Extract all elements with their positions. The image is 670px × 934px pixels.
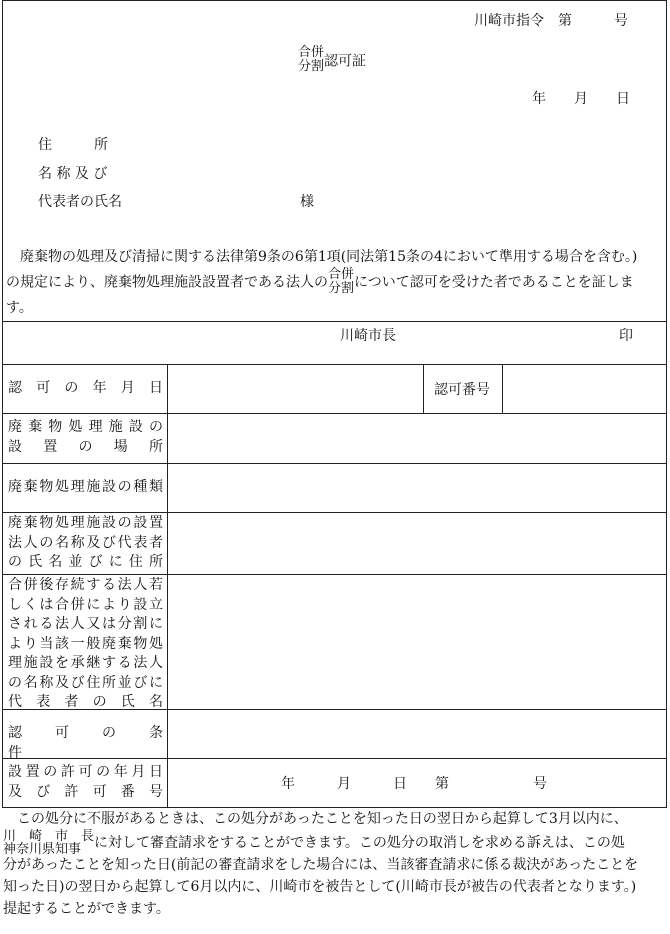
- title-suffix: 認可証: [324, 53, 367, 70]
- label-column-divider: [167, 364, 168, 808]
- appeal-notice: [3, 808, 667, 920]
- table-row-line: [2, 512, 667, 513]
- representative-label: 代表者の氏名: [38, 194, 122, 210]
- name-label: 名 称 及 び: [38, 166, 108, 182]
- notice-line-1: この処分に不服があるときは、この処分があったことを知った日の翌日から起算して3月以内に、: [3, 811, 628, 827]
- installer-label: 廃棄物処理施設の設置 法人の名称及び代表者 の 氏 名 並 び に 住 所: [8, 515, 163, 570]
- certification-line-3: す。: [6, 299, 33, 316]
- cell-divider: [423, 364, 424, 413]
- issue-date: 年 月 日: [532, 91, 630, 107]
- certification-line-2: の規定により、廃棄物処理施設設置者である法人の 合併 分割 について認可を受けた者であることを証しま: [6, 267, 634, 297]
- divider: [2, 321, 667, 322]
- issuer-name: 川崎市長: [340, 328, 396, 344]
- seal-mark: 印: [619, 328, 633, 344]
- title-option-split: 分割: [298, 59, 325, 75]
- title-option-merger: 合併: [298, 45, 325, 60]
- notice-line-5: 提起することができます。: [3, 901, 170, 917]
- table-row-line: [2, 463, 667, 464]
- permit-value: 年 月 日 第 号: [281, 776, 547, 792]
- notice-line-4: 知った日)の翌日から起算して6月以内に、川崎市を被告として(川崎市長が被告の代表者となります。): [3, 879, 637, 895]
- facility-type-label: 廃棄物処理施設の種類: [8, 479, 163, 495]
- table-row-line: [2, 413, 667, 414]
- approval-number-label: 認可番号: [434, 382, 490, 398]
- certificate-title: [298, 46, 366, 75]
- table-row-line: [2, 574, 667, 575]
- address-label: 住 所: [38, 137, 108, 153]
- notice-authority-prefecture: 神奈川県知事: [3, 842, 82, 857]
- permit-label: 設置の許可の年月日 及 び 許 可 番 号: [8, 764, 163, 800]
- notice-line-3: 分があったことを知った日(前記の審査請求をした場合には、当該審査請求に係る裁決があったことを: [3, 857, 639, 873]
- notice-line-2: 川 崎 市 長 神奈川県知事 に対して審査請求をすることができます。この処分の取消しを求める訴えは、この処: [3, 829, 625, 857]
- designation-number: 川崎市指令 第 号: [474, 13, 628, 29]
- certification-line-1: 廃棄物の処理及び清掃に関する法律第9条の6第1項(同法第15条の4において準用する場合を含む。): [6, 249, 638, 265]
- conditions-label: 認 可 の 条 件: [8, 725, 191, 761]
- cell-divider: [502, 364, 503, 413]
- table-top-line: [2, 364, 667, 365]
- facility-location-label: 廃棄物処理施設の 設 置 の 場 所: [8, 419, 163, 455]
- notice-authority-city: 川 崎 市 長: [3, 829, 95, 844]
- cert-option-split: 分割: [328, 281, 355, 297]
- successor-label: 合併後存続する法人若 しくは合併により設立 される法人又は分割に より当該一般廃棄物処 理施設を承継する法人 の名称及び住所並びに 代 表 者 の 氏 名: [8, 577, 163, 710]
- cert-option-merger: 合併: [328, 267, 355, 282]
- approval-date-label: 認 可 の 年 月 日: [8, 380, 163, 396]
- certification-text: [6, 246, 662, 319]
- honorific: 様: [300, 194, 314, 210]
